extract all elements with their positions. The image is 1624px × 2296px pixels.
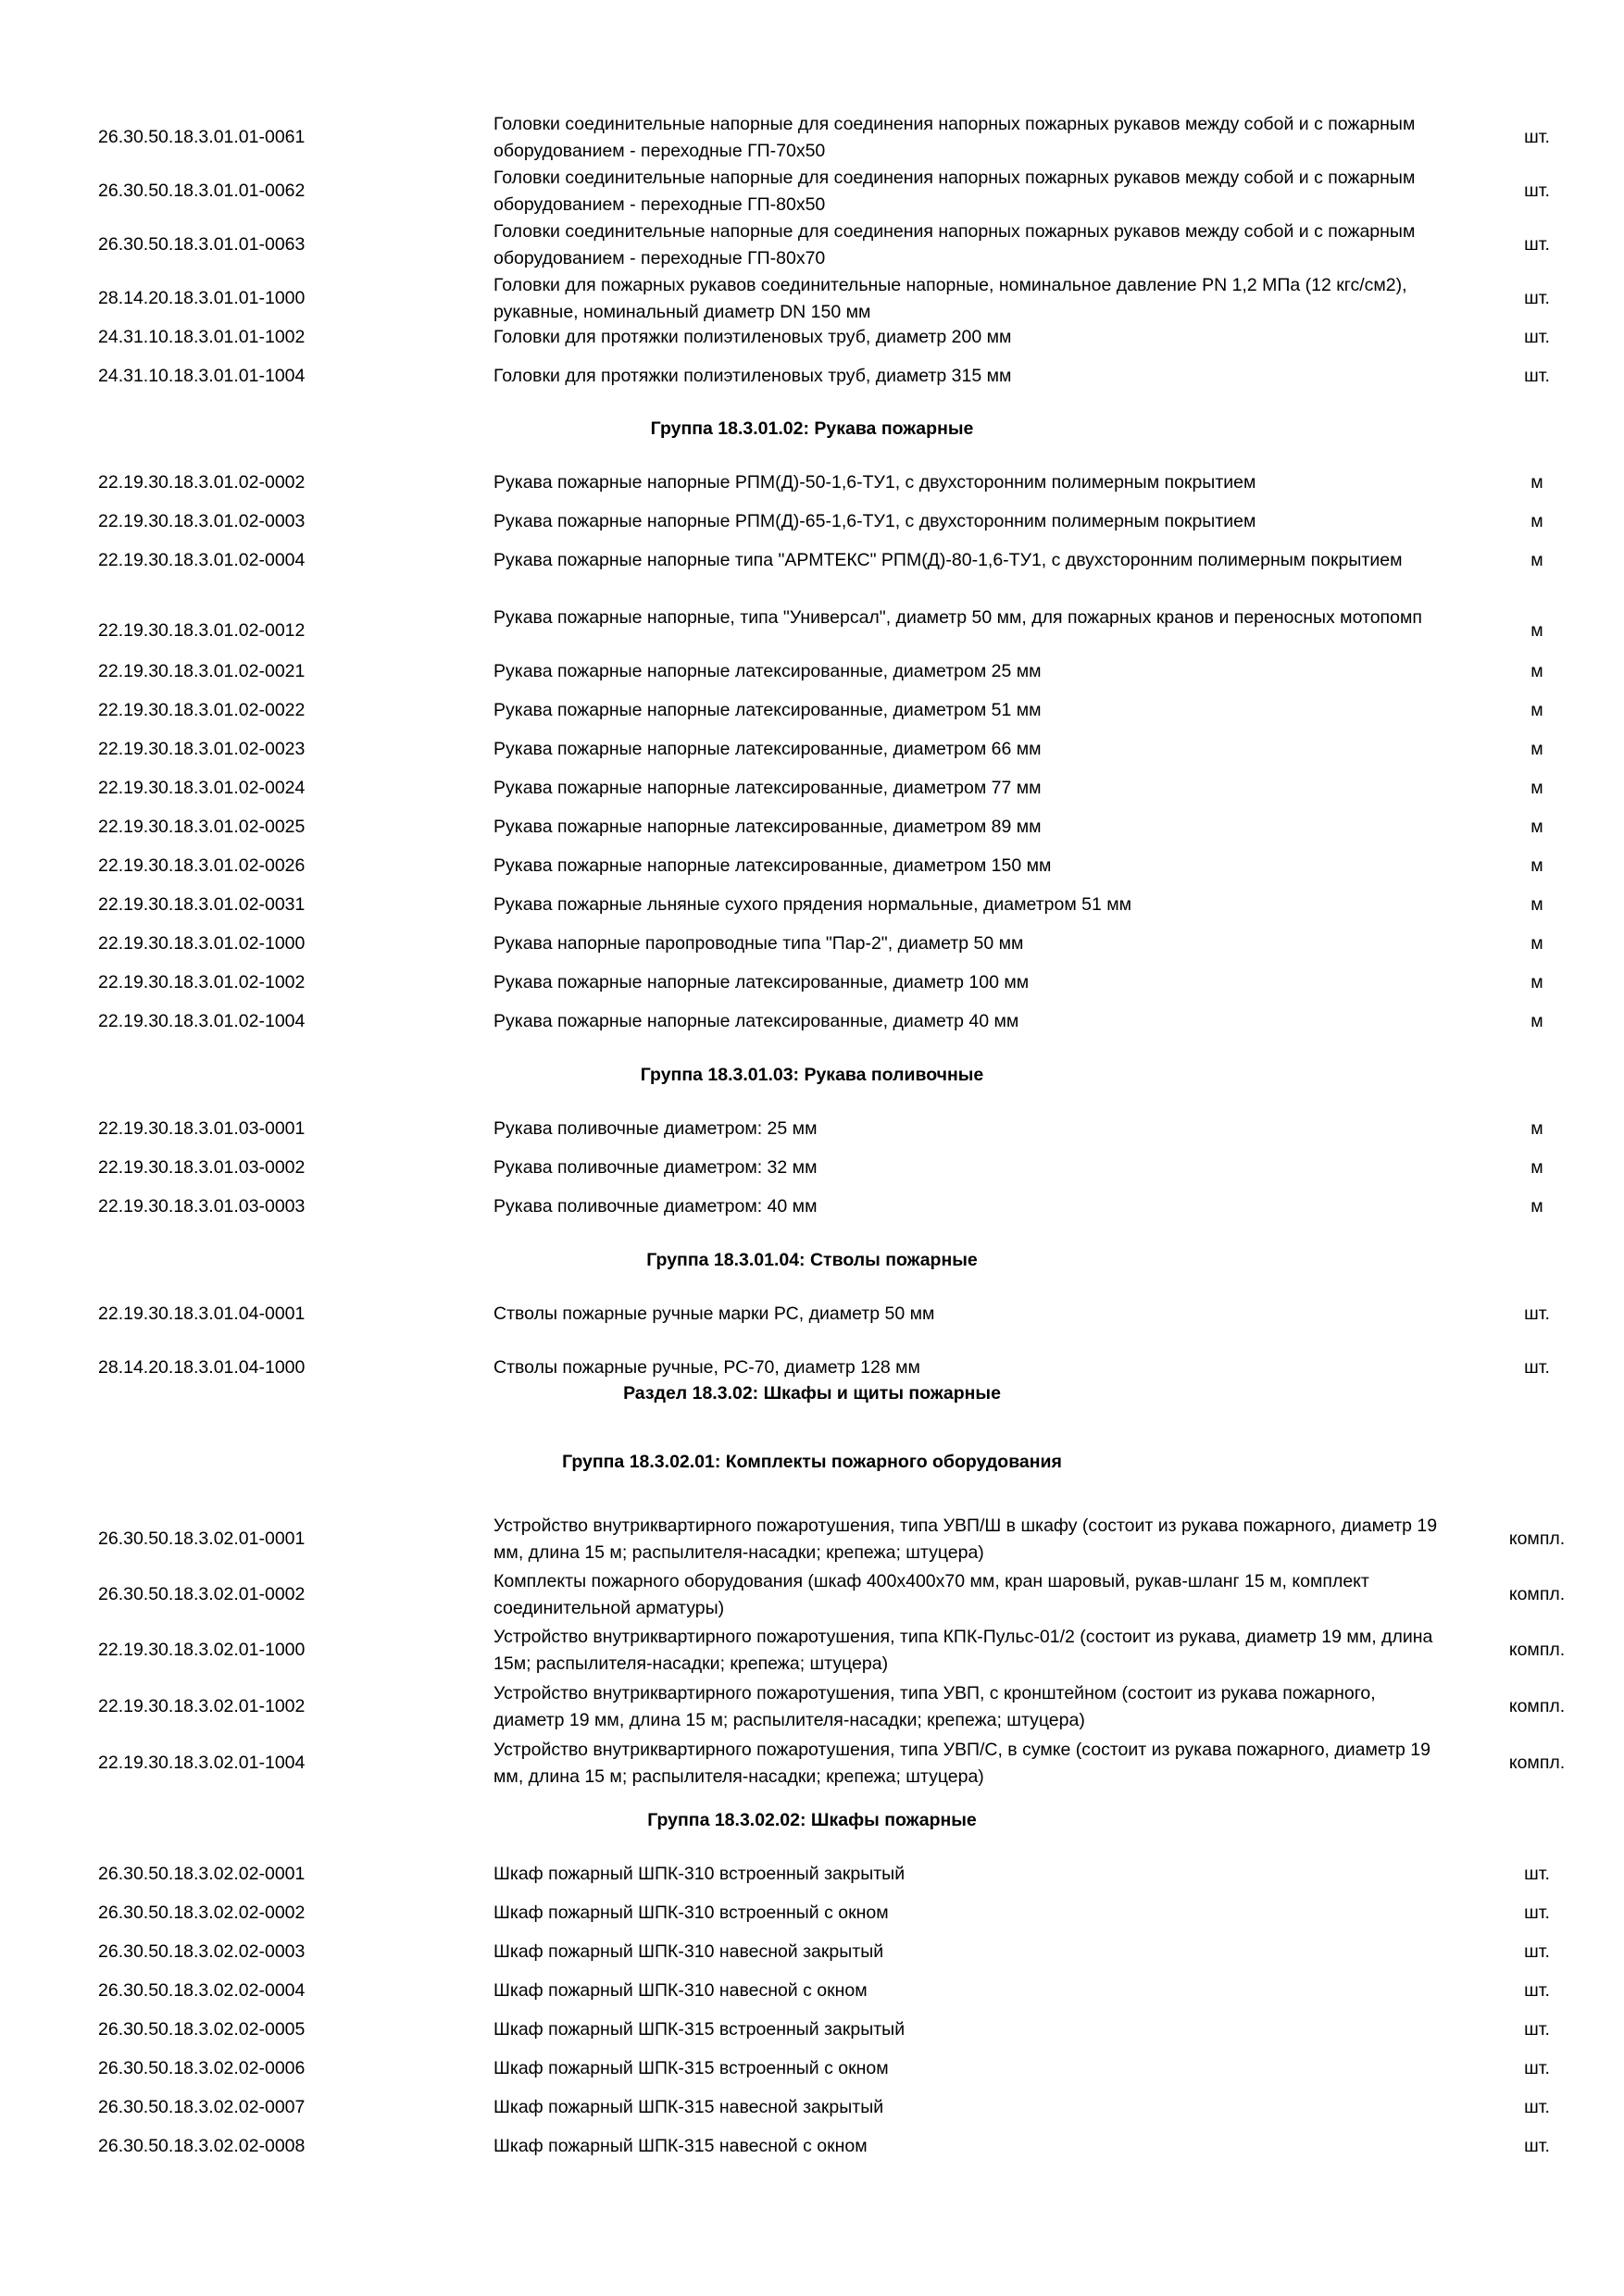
unit-of-measure: компл. — [1508, 1584, 1566, 1604]
resource-name: Шкаф пожарный ШПК-315 встроенный с окном — [493, 2058, 889, 2078]
group-header: Группа 18.3.02.01: Комплекты пожарного оборудования — [562, 1452, 1062, 1472]
resource-code: 26.30.50.18.3.01.01-0063 — [98, 234, 306, 255]
resource-name: Рукава пожарные напорные латексированные, диаметр 100 мм — [493, 972, 1030, 992]
resource-code: 22.19.30.18.3.01.03-0002 — [98, 1157, 306, 1178]
unit-of-measure: м — [1530, 1011, 1543, 1031]
resource-code: 22.19.30.18.3.02.01-1000 — [98, 1640, 306, 1660]
resource-name: Рукава напорные паропроводные типа "Пар-2", диаметр 50 мм — [493, 933, 1024, 954]
unit-of-measure: шт. — [1524, 1980, 1550, 2001]
resource-name: Рукава поливочные диаметром: 40 мм — [493, 1196, 818, 1217]
resource-name: Шкаф пожарный ШПК-315 навесной закрытый — [493, 2097, 884, 2117]
resource-name: Рукава пожарные напорные, типа "Универсал", диаметр 50 мм, для пожарных кранов и переносных мотопомп — [493, 607, 1422, 628]
unit-of-measure: шт. — [1524, 2019, 1550, 2040]
resource-code: 26.30.50.18.3.02.02-0008 — [98, 2136, 306, 2156]
resource-code: 26.30.50.18.3.01.01-0062 — [98, 181, 306, 201]
unit-of-measure: шт. — [1524, 234, 1550, 255]
resource-code: 22.19.30.18.3.01.02-1002 — [98, 972, 306, 992]
resource-code: 22.19.30.18.3.01.02-0004 — [98, 550, 306, 570]
resource-name: Рукава пожарные напорные латексированные, диаметром 51 мм — [493, 700, 1042, 720]
unit-of-measure: компл. — [1508, 1529, 1566, 1549]
unit-of-measure: шт. — [1524, 2097, 1550, 2117]
resource-name: Рукава пожарные напорные латексированные, диаметром 150 мм — [493, 855, 1052, 876]
unit-of-measure: шт. — [1524, 1357, 1550, 1378]
unit-of-measure: м — [1530, 778, 1543, 798]
resource-name: Рукава пожарные льняные сухого прядения нормальные, диаметром 51 мм — [493, 894, 1132, 915]
unit-of-measure: шт. — [1524, 1304, 1550, 1324]
unit-of-measure: м — [1530, 739, 1543, 759]
resource-code: 22.19.30.18.3.01.02-1004 — [98, 1011, 306, 1031]
resource-code: 22.19.30.18.3.02.01-1002 — [98, 1696, 306, 1716]
resource-name: Шкаф пожарный ШПК-310 встроенный с окном — [493, 1903, 889, 1923]
resource-code: 28.14.20.18.3.01.04-1000 — [98, 1357, 306, 1378]
resource-name: Рукава пожарные напорные латексированные, диаметром 89 мм — [493, 817, 1042, 837]
unit-of-measure: компл. — [1508, 1753, 1566, 1773]
unit-of-measure: м — [1530, 1157, 1543, 1178]
unit-of-measure: шт. — [1524, 2058, 1550, 2078]
resource-name: Стволы пожарные ручные марки РС, диаметр 50 мм — [493, 1304, 935, 1324]
resource-code: 26.30.50.18.3.02.02-0001 — [98, 1864, 306, 1884]
unit-of-measure: шт. — [1524, 127, 1550, 147]
unit-of-measure: м — [1530, 511, 1543, 531]
resource-code: 26.30.50.18.3.02.01-0002 — [98, 1584, 306, 1604]
unit-of-measure: шт. — [1524, 288, 1550, 308]
resource-code: 26.30.50.18.3.02.02-0003 — [98, 1941, 306, 1962]
unit-of-measure: м — [1530, 972, 1543, 992]
resource-name: Головки для протяжки полиэтиленовых труб, диаметр 315 мм — [493, 366, 1012, 386]
resource-code: 28.14.20.18.3.01.01-1000 — [98, 288, 306, 308]
resource-name: Головки соединительные напорные для соединения напорных пожарных рукавов между собой и с пожарным оборудованием - переходные ГП-80х50 — [493, 168, 1416, 215]
resource-name: Головки для протяжки полиэтиленовых труб, диаметр 200 мм — [493, 327, 1012, 347]
resource-code: 26.30.50.18.3.02.02-0004 — [98, 1980, 306, 2001]
unit-of-measure: м — [1530, 550, 1543, 570]
resource-code: 22.19.30.18.3.01.02-0003 — [98, 511, 306, 531]
unit-of-measure: шт. — [1524, 2136, 1550, 2156]
resource-code: 22.19.30.18.3.01.02-0026 — [98, 855, 306, 876]
resource-code: 22.19.30.18.3.02.01-1004 — [98, 1753, 306, 1773]
unit-of-measure: компл. — [1508, 1696, 1566, 1716]
resource-code: 22.19.30.18.3.01.02-0022 — [98, 700, 306, 720]
unit-of-measure: шт. — [1524, 327, 1550, 347]
resource-name: Стволы пожарные ручные, РС-70, диаметр 128 мм — [493, 1357, 920, 1378]
resource-code: 22.19.30.18.3.01.02-0025 — [98, 817, 306, 837]
unit-of-measure: м — [1530, 817, 1543, 837]
resource-name: Рукава пожарные напорные типа "АРМТЕКС" РПМ(Д)-80-1,6-ТУ1, с двухсторонним полимерным покрытием — [493, 550, 1403, 570]
resource-name: Шкаф пожарный ШПК-315 навесной с окном — [493, 2136, 868, 2156]
resource-code: 22.19.30.18.3.01.02-0024 — [98, 778, 306, 798]
group-header: Раздел 18.3.02: Шкафы и щиты пожарные — [623, 1383, 1001, 1404]
group-header: Группа 18.3.02.02: Шкафы пожарные — [647, 1810, 977, 1830]
resource-code: 22.19.30.18.3.01.04-0001 — [98, 1304, 306, 1324]
resource-name: Головки для пожарных рукавов соединительные напорные, номинальное давление PN 1,2 МПа (12 кгс/см2), рукавные, номинальный диаметр DN 150 мм — [493, 275, 1407, 322]
unit-of-measure: м — [1530, 1118, 1543, 1139]
resource-name: Рукава пожарные напорные латексированные, диаметром 77 мм — [493, 778, 1042, 798]
resource-code: 22.19.30.18.3.01.02-0031 — [98, 894, 306, 915]
unit-of-measure: м — [1530, 700, 1543, 720]
resource-name: Рукава пожарные напорные латексированные, диаметром 25 мм — [493, 661, 1042, 681]
resource-name: Шкаф пожарный ШПК-310 навесной закрытый — [493, 1941, 884, 1962]
resource-name: Рукава пожарные напорные РПМ(Д)-50-1,6-ТУ1, с двухсторонним полимерным покрытием — [493, 472, 1256, 493]
resource-name: Рукава поливочные диаметром: 32 мм — [493, 1157, 818, 1178]
resource-code: 26.30.50.18.3.02.02-0005 — [98, 2019, 306, 2040]
resource-code: 22.19.30.18.3.01.02-0023 — [98, 739, 306, 759]
resource-code: 22.19.30.18.3.01.02-0002 — [98, 472, 306, 493]
resource-name: Рукава пожарные напорные латексированные, диаметром 66 мм — [493, 739, 1042, 759]
unit-of-measure: шт. — [1524, 1864, 1550, 1884]
resource-name: Головки соединительные напорные для соединения напорных пожарных рукавов между собой и с пожарным оборудованием - переходные ГП-80х70 — [493, 221, 1416, 268]
resource-code: 22.19.30.18.3.01.02-0021 — [98, 661, 306, 681]
resource-name: Рукава пожарные напорные РПМ(Д)-65-1,6-ТУ1, с двухсторонним полимерным покрытием — [493, 511, 1256, 531]
unit-of-measure: м — [1530, 855, 1543, 876]
unit-of-measure: компл. — [1508, 1640, 1566, 1660]
resource-name: Шкаф пожарный ШПК-310 навесной с окном — [493, 1980, 868, 2001]
resource-code: 24.31.10.18.3.01.01-1004 — [98, 366, 306, 386]
unit-of-measure: м — [1530, 472, 1543, 493]
unit-of-measure: м — [1530, 894, 1543, 915]
resource-name: Шкаф пожарный ШПК-315 встроенный закрытый — [493, 2019, 906, 2040]
resource-code: 24.31.10.18.3.01.01-1002 — [98, 327, 306, 347]
group-header: Группа 18.3.01.03: Рукава поливочные — [640, 1065, 984, 1085]
resource-name: Рукава пожарные напорные латексированные, диаметр 40 мм — [493, 1011, 1019, 1031]
unit-of-measure: шт. — [1524, 1941, 1550, 1962]
resource-code: 22.19.30.18.3.01.03-0001 — [98, 1118, 306, 1139]
unit-of-measure: м — [1530, 933, 1543, 954]
resource-name: Комплекты пожарного оборудования (шкаф 400х400х70 мм, кран шаровый, рукав-шланг 15 м, комплект соединительной арматуры) — [493, 1571, 1369, 1618]
unit-of-measure: шт. — [1524, 366, 1550, 386]
group-header: Группа 18.3.01.02: Рукава пожарные — [650, 418, 974, 439]
unit-of-measure: м — [1530, 1196, 1543, 1217]
resource-code: 26.30.50.18.3.02.02-0007 — [98, 2097, 306, 2117]
resource-name: Рукава поливочные диаметром: 25 мм — [493, 1118, 818, 1139]
resource-code: 22.19.30.18.3.01.02-0012 — [98, 620, 306, 641]
unit-of-measure: шт. — [1524, 181, 1550, 201]
resource-code: 22.19.30.18.3.01.02-1000 — [98, 933, 306, 954]
resource-code: 26.30.50.18.3.02.01-0001 — [98, 1529, 306, 1549]
resource-name: Устройство внутриквартирного пожаротушения, типа УВП/Ш в шкафу (состоит из рукава пожарного, диаметр 19 мм, длина 15 м; распылителя-насадки; крепежа; штуцера) — [493, 1516, 1438, 1563]
unit-of-measure: м — [1530, 620, 1543, 641]
resource-code: 26.30.50.18.3.01.01-0061 — [98, 127, 306, 147]
resource-name: Устройство внутриквартирного пожаротушения, типа УВП/С, в сумке (состоит из рукава пожарного, диаметр 19 мм, длина 15 м; распылителя-насадки; крепежа; штуцера) — [493, 1740, 1430, 1787]
resource-name: Устройство внутриквартирного пожаротушения, типа КПК-Пульс-01/2 (состоит из рукава, диаметр 19 мм, длина 15м; распылителя-насадки; крепежа; штуцера) — [493, 1627, 1433, 1674]
group-header: Группа 18.3.01.04: Стволы пожарные — [646, 1250, 978, 1270]
unit-of-measure: м — [1530, 661, 1543, 681]
resource-name: Шкаф пожарный ШПК-310 встроенный закрытый — [493, 1864, 906, 1884]
resource-code: 26.30.50.18.3.02.02-0002 — [98, 1903, 306, 1923]
resource-name: Устройство внутриквартирного пожаротушения, типа УВП, с кронштейном (состоит из рукава пожарного, диаметр 19 мм, длина 15 м; распылителя-насадки; крепежа; штуцера) — [493, 1683, 1376, 1730]
resource-name: Головки соединительные напорные для соединения напорных пожарных рукавов между собой и с пожарным оборудованием - переходные ГП-70х50 — [493, 114, 1416, 161]
resource-code: 26.30.50.18.3.02.02-0006 — [98, 2058, 306, 2078]
resource-code: 22.19.30.18.3.01.03-0003 — [98, 1196, 306, 1217]
unit-of-measure: шт. — [1524, 1903, 1550, 1923]
